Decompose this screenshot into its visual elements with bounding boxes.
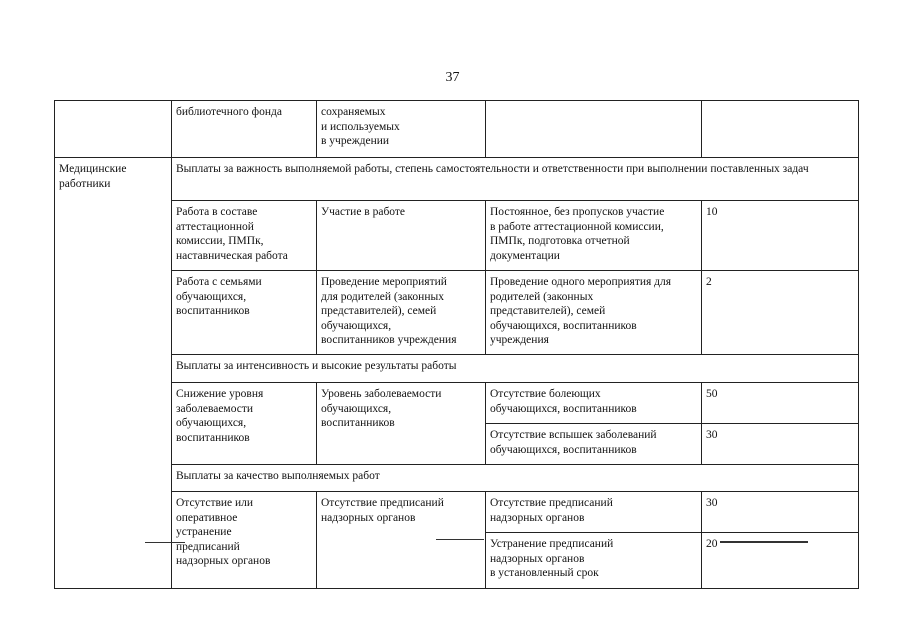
points-cell: 10 [702,201,859,271]
indicator-cell: сохраняемых и используемых в учреждении [317,101,486,158]
pen-mark [720,541,808,543]
pen-mark [145,542,185,543]
points-cell: 2 [702,271,859,355]
points-cell: 30 [702,424,859,465]
indicator-cell: Уровень заболеваемости обучающихся, воспитанников [317,383,486,465]
section-heading: Выплаты за интенсивность и высокие результаты работы [172,355,859,383]
payments-criteria-table [54,100,859,589]
section-heading: Выплаты за качество выполняемых работ [172,465,859,492]
points-cell [702,101,859,158]
category-cell-empty [55,101,172,158]
pen-mark [436,539,484,540]
page-number: 37 [445,70,460,85]
section-heading: Выплаты за важность выполняемой работы, степень самостоятельности и ответственности при выполнении поставленных задач [172,158,859,201]
condition-cell: Постоянное, без пропусков участие в работе аттестационной комиссии, ПМПк, подготовка отчетной документации [486,201,702,271]
points-cell: 50 [702,383,859,424]
table-row [55,492,859,533]
section-heading-row [55,465,859,492]
condition-cell: Отсутствие предписаний надзорных органов [486,492,702,533]
condition-cell: Отсутствие вспышек заболеваний обучающихся, воспитанников [486,424,702,465]
criterion-cell: библиотечного фонда [172,101,317,158]
criterion-cell: Работа в составе аттестационной комиссии, ПМПк, наставническая работа [172,201,317,271]
category-medical-workers: Медицинские работники [55,158,172,589]
indicator-cell: Проведение мероприятий для родителей (законных представителей), семей обучающихся, воспитанников учреждения [317,271,486,355]
indicator-cell: Отсутствие предписаний надзорных органов [317,492,486,589]
indicator-cell: Участие в работе [317,201,486,271]
table-row [55,383,859,424]
criterion-cell: Отсутствие или оперативное устранение предписаний надзорных органов [172,492,317,589]
points-cell: 30 [702,492,859,533]
condition-cell: Отсутствие болеющих обучающихся, воспитанников [486,383,702,424]
points-cell: 20 [702,533,859,589]
criterion-cell: Работа с семьями обучающихся, воспитанников [172,271,317,355]
section-heading-row [55,158,859,201]
condition-cell: Проведение одного мероприятия для родителей (законных представителей), семей обучающихся, воспитанников учреждения [486,271,702,355]
table-row [55,101,859,158]
criterion-cell: Снижение уровня заболеваемости обучающихся, воспитанников [172,383,317,465]
table-row [55,271,859,355]
condition-cell [486,101,702,158]
table-row [55,201,859,271]
condition-cell: Устранение предписаний надзорных органов в установленный срок [486,533,702,589]
section-heading-row [55,355,859,383]
